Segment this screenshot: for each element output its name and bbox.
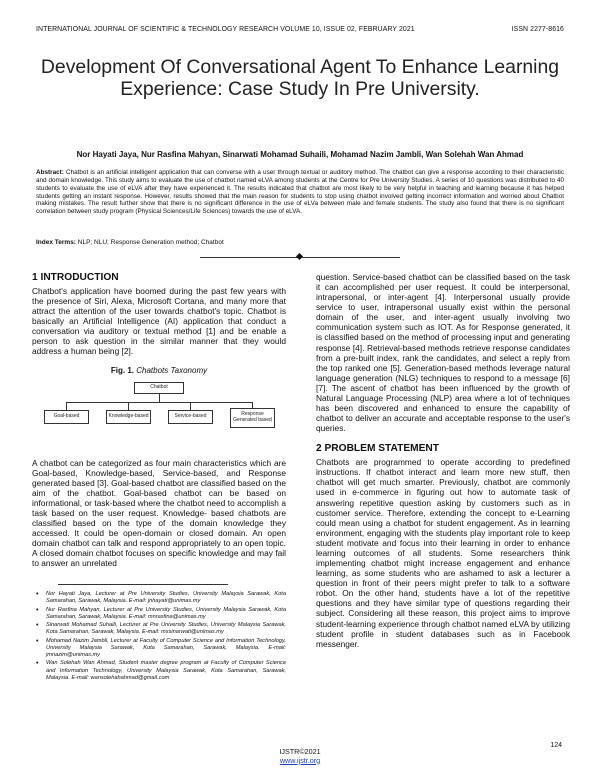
connector	[66, 402, 67, 410]
problem-statement-paragraph: Chatbots are programmed to operate according to predefined instructions. If chatbot interact and learn more new stuff, then chatbot will get much smarter. Previously, chatbot are commonly used in e-commerce in figuring out how to automate task of answering repetitive question asking by customers such as in customer service. Therefore, extending the concept to e-Learning could mean using a chatbot for student engagement. As in learning environment, engaging with the students play important role to keep student motivate and focus into their learning in order to enhance learning outcomes of all students. Some researchers think implementing chatbot might increase engagement and enhance learning, as some students who are ashamed to ask a lecturer a question in front of their peers might prefer to talk to a software robot. On the other hand, students have a lot of the repetitive questions and they have similar type of questions regarding their subject. Considering all these reason, this project aims to improve student-learning experience through chatbot named eLVA by utilizing student profile in student databases such as in Facebook messenger.	[316, 457, 570, 649]
taxonomy-diagram	[44, 380, 274, 442]
footnote-item: • Nor Hayati Jaya, Lecturer at Pre University Studies, University Malaysia Sarawak, Kota Samarahan, Sarawak, Malaysia. E-mail: jnhayati@unimas.my	[36, 591, 286, 605]
author-footnotes	[36, 584, 286, 683]
index-terms-label: Index Terms:	[36, 239, 76, 246]
section-heading-introduction: 1 INTRODUCTION	[32, 272, 119, 283]
figure-label: Fig. 1.	[110, 365, 135, 375]
connector	[128, 402, 129, 410]
abstract-label: Abstract:	[36, 169, 64, 176]
connector	[66, 402, 252, 403]
introduction-paragraph-1: Chatbot's application have boomed during the past few years with the presence of Siri, Alexa, Microsoft Cortana, and many more that attract the attention of the user towards chatbot's topic. Chatbot is basically an Artificial Intelligence (AI) application that conduct a conversation via auditory or textual method [1] and be enable a person to ask question in the similar manner that they would address a human being [2].	[32, 286, 286, 357]
abstract	[36, 169, 564, 216]
taxonomy-node-response: Response Generated based	[230, 408, 275, 428]
abstract-text: Chatbot is an artificial intelligent application that can converse with a user through textual or auditory method. The chatbot can give a response according to their characteristic and domain knowledge. This study aims to evaluate the use of chatbot named eLVA among students at the Centre for Pre University Studies. A series of 10 questions was distributed to 40 students to evaluate the use of eLVA after they have experienced it. The results indicated that chatbot are most likely to be very helpful in teaching and learning because it has helped students getting an instant response. However, results showed that the main reason for students to stop using chatbot involved getting incorrect information and worried about Chatbot making mistakes. The result further show that there is no significant difference in the use of eLVa between male and female students. The study also found that there is no significant correlation between study program (Physical Sciences/Life Sciences) towards the use of eLVA.	[36, 169, 565, 216]
divider-diamond	[296, 253, 303, 260]
figure-caption	[32, 366, 286, 376]
taxonomy-root-node: Chatbot	[134, 382, 184, 394]
page-footer	[0, 748, 600, 766]
paper-title: Development Of Conversational Agent To Enhance Learning Experience: Case Study In Pre University.	[40, 56, 560, 100]
taxonomy-node-knowledge: Knowledge-based	[106, 410, 151, 424]
section-heading-problem-statement: 2 PROBLEM STATEMENT	[316, 443, 440, 455]
issn: ISSN 2277-8616	[511, 26, 564, 33]
introduction-paragraph-2: A chatbot can be categorized as four main characteristics which are Goal-based, Knowledge-based, Service-based, and Response generated based [3]. Goal-based chatbot are classified based on the aim of the chatbot. Goal-based chatbot can be based on informational, or task-based where the chatbot need to accomplish a task based on the user request. Knowledge- based chatbots are classified based on the type of the domain knowledge they accessed. It could be open-domain or closed domain. An open domain chatbot can talk and respond appropriately to an open topic. A closed domain chatbot focuses on specific knowledge and may fail to answer an unrelated	[32, 457, 286, 569]
footnote-item: • Sinarwati Mohamad Suhaili, Lecturer at Pre University Studies, University Malaysia Sarawak, Kota Samarahan, Sarawak, Malaysia. E-mail: mssinarwati@unimas.my	[36, 622, 286, 636]
footnote-item: • Mohamad Nazim Jambli, Lecturer at Faculty of Computer Science and Information Technology, University Malaysia Sarawak, Kota Samarahan, Sarawak, Malaysia. E-mail: jmnazim@unimas.my	[36, 638, 286, 659]
author-list: Nor Hayati Jaya, Nur Rasfina Mahyan, Sinarwati Mohamad Suhaili, Mohamad Nazim Jambli, Wan Solehah Wan Ahmad	[76, 150, 524, 159]
index-terms	[36, 239, 564, 246]
taxonomy-node-goal: Goal-based	[44, 410, 89, 424]
section-divider	[200, 254, 400, 260]
connector	[190, 402, 191, 410]
footnote-item: • Nur Rasfina Mahyan, Lecturer at Pre University Studies, University Malaysia Sarawak, Kota Samarahan, Sarawak, Malaysia. E-mail: mnrasfina@unimas.my	[36, 607, 286, 621]
introduction-paragraph-3: question. Service-based chatbot can be classified based on the task it can accomplished per user request. It could be interpersonal, intrapersonal, or inter-agent [4]. Interpersonal usually provide service to user, intrapersonal usually exist within the personal domain of the user, and inter-agent usually involving two communication system such as IOT. As for Response generated, it is classified based on the method of processing input and generating response [4]. Retrieval-based methods retrieve response candidates from a pre-built index, rank the candidates, and select a reply from the top ranked one [5]. Generation-based methods leverage natural language generation (NLG) techniques to respond to a message [6][7]. The ascent of chatbot has been influenced by the growth of Natural Language Processing (NLP) area where a lot of techniques has been discovered and enhanced to ensure the capability of chatbot to deliver an accurate and acceptable response to the user's queries.	[316, 272, 570, 434]
copyright: IJSTR©2021	[279, 747, 321, 756]
taxonomy-node-service: Service-based	[168, 410, 213, 424]
left-column	[32, 272, 286, 568]
journal-name: INTERNATIONAL JOURNAL OF SCIENTIFIC & TECHNOLOGY RESEARCH VOLUME 10, ISSUE 02, FEBRUARY 2021	[36, 26, 415, 33]
connector	[159, 394, 160, 402]
index-terms-text: NLP; NLU; Response Generation method; Chatbot	[77, 239, 224, 246]
right-column	[316, 272, 570, 649]
running-header	[36, 26, 564, 36]
footnote-item: • Wan Solehah Wan Ahmad, Student master degree program at Faculty of Computer Science and Information Technology, University Malaysia Sarawak, Kota Samarahan, Sarawak, Malaysia. E-mail: wansolehahahmad@gmail.com	[36, 660, 286, 681]
page-number: 124	[550, 742, 562, 749]
figure-caption-text: Chatbots Taxonomy	[136, 365, 208, 375]
footnote-rule	[58, 584, 228, 585]
journal-url-link[interactable]: www.ijstr.org	[279, 755, 321, 765]
